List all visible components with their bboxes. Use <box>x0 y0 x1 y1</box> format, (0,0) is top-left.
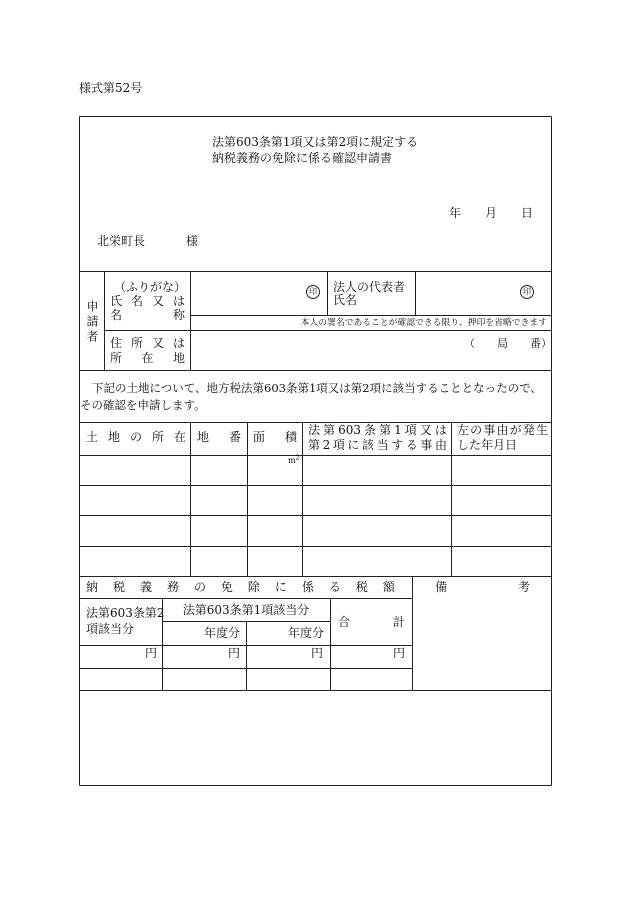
title-line-1: 法第603条第1項又は第2項に規定する <box>212 135 419 149</box>
header-reason-line-1: 法 第 603 条 第 1 項 又 は <box>308 423 447 437</box>
yen-unit-para2: 円 <box>144 646 157 660</box>
header-remarks: 備 考 <box>435 580 530 594</box>
statement-line-1: 下記の土地について、地方税法第603条第1項又は第2項に該当することとなったので、 <box>92 381 542 395</box>
header-para2-line-2: 項該当分 <box>86 622 135 636</box>
header-para1: 法第603条第1項該当分 <box>182 603 310 617</box>
applicant-seal-mark: 印 <box>306 285 320 299</box>
header-para2-line-1: 法第603条第2 <box>86 606 165 620</box>
yen-unit-para1-year1: 円 <box>227 646 240 660</box>
addressee-name: 北栄町長 <box>97 234 146 248</box>
fiscal-year-label-2: 年度分 <box>287 626 324 640</box>
name-label-line-2: 名 称 <box>110 308 185 322</box>
header-exempt-tax-amount: 納 税 義 務 の 免 除 に 係 る 税 額 <box>86 580 395 594</box>
statement-line-2: その確認を申請します。 <box>80 398 206 412</box>
header-reason-line-2: 第 2 項 に 該 当 す る 事 由 <box>308 438 447 452</box>
representative-label-line-2: 氏名 <box>333 293 358 307</box>
header-occurrence-date-line-1: 左 の 事 由 が 発 生 <box>457 423 548 437</box>
yen-unit-para1-year2: 円 <box>310 646 323 660</box>
header-lot-number: 地 番 <box>197 430 241 444</box>
name-label-line-1: 氏 名 又 は <box>110 294 185 308</box>
representative-label-line-1: 法人の代表者 <box>333 280 406 294</box>
representative-seal-mark: 印 <box>520 285 534 299</box>
addressee-honorific: 様 <box>186 234 199 248</box>
address-label-line-2: 所 在 地 <box>110 351 185 365</box>
area-unit-base: m <box>288 456 296 465</box>
date-label: 年 月 日 <box>449 206 533 220</box>
area-unit-exponent: 2 <box>295 454 300 462</box>
phone-hint: （ 局 番） <box>464 337 552 350</box>
yen-unit-total: 円 <box>392 646 405 660</box>
fiscal-year-label-1: 年度分 <box>203 626 240 640</box>
area-unit <box>288 456 299 466</box>
address-label-line-1: 住 所 又 は <box>110 336 185 350</box>
header-total: 合 計 <box>338 615 405 629</box>
seal-omission-note: 本人の署名であることが確認できる限り、押印を省略できます <box>300 318 547 328</box>
title-line-2: 納税義務の免除に係る確認申請書 <box>212 151 393 165</box>
header-land-location: 土 地 の 所 在 <box>86 430 186 444</box>
header-occurrence-date-line-2: した年月日 <box>457 438 518 452</box>
applicant-section-label: 申請者 <box>85 300 99 345</box>
furigana-label: （ふりがな） <box>114 280 187 294</box>
header-area: 面 積 <box>253 430 297 444</box>
form-number: 様式第52号 <box>79 81 143 95</box>
